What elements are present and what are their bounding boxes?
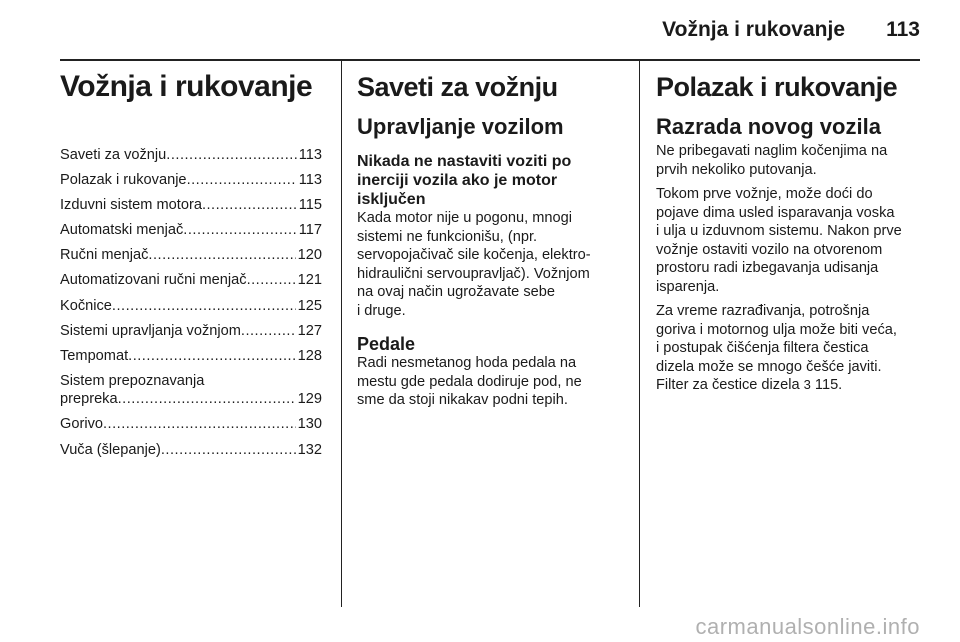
toc-leader	[112, 297, 296, 316]
toc-leader	[118, 390, 296, 409]
toc-page: 117	[298, 222, 322, 239]
toc-leader	[128, 347, 296, 366]
toc-label-line1: Sistem prepoznavanja	[60, 372, 205, 389]
toc-page: 113	[298, 147, 322, 163]
toc-page: 132	[297, 441, 322, 458]
toc-label: Automatizovani ručni menjač	[60, 272, 247, 289]
chapter-toc	[60, 146, 322, 459]
toc-entry[interactable]	[60, 415, 322, 434]
toc-entry[interactable]	[60, 322, 322, 341]
running-header-title: Vožnja i rukovanje	[662, 18, 845, 41]
toc-page: 121	[297, 272, 322, 289]
toc-entry[interactable]	[60, 196, 322, 215]
toc-leader	[202, 196, 297, 215]
body-paragraph: Za vreme razrađivanja, potrošnja goriva i motornog ulja može biti veća, i postupak čišćenja filtera čestica dizela može se mnogo češće javiti. Filter za čestice dizela 3 115.	[656, 303, 897, 393]
toc-label: Polazak i rukovanje	[60, 172, 187, 189]
toc-page: 129	[297, 391, 322, 408]
toc-leader	[166, 146, 296, 165]
starting-column	[656, 68, 922, 401]
toc-entry[interactable]	[60, 221, 322, 240]
toc-page: 113	[298, 172, 322, 189]
toc-leader	[148, 246, 295, 265]
toc-entry[interactable]	[60, 441, 322, 460]
toc-page: 127	[297, 322, 322, 339]
toc-label: Ručni menjač	[60, 247, 149, 264]
toc-label: Vuča (šlepanje)	[60, 441, 161, 458]
warning-heading: Nikada ne nastaviti voziti po inerciji vozila ako je motor isključen	[357, 153, 572, 208]
toc-page: 125	[297, 297, 322, 314]
toc-label: Sistemi upravljanja vožnjom	[60, 322, 241, 339]
toc-entry[interactable]	[60, 297, 322, 316]
toc-entry[interactable]	[60, 171, 322, 190]
toc-label: Tempomat	[60, 347, 129, 364]
toc-entry[interactable]	[60, 146, 322, 165]
toc-label: Gorivo	[60, 416, 103, 433]
toc-entry[interactable]	[60, 271, 322, 290]
toc-label: Saveti za vožnju	[60, 147, 167, 163]
page-number: 113	[886, 18, 920, 41]
body-paragraph: Tokom prve vožnje, može doći do pojave dima usled isparavanja voska i ulja u izduvnom sistemu. Nakon prve vožnje ostaviti vozilo na otvorenom prostoru radi izbegavanja udisanja isparenja.	[656, 186, 902, 295]
header-rule	[60, 59, 920, 61]
toc-page: 128	[297, 347, 322, 364]
toc-page: 120	[297, 247, 322, 264]
page-reference[interactable]: 115.	[814, 377, 843, 393]
chapter-title: Vožnja i rukovanje	[60, 70, 313, 103]
column-divider-2	[639, 61, 640, 607]
column-divider-1	[341, 61, 342, 607]
toc-page: 130	[297, 416, 322, 433]
toc-page: 115	[298, 197, 322, 214]
toc-entry[interactable]	[60, 246, 322, 265]
body-paragraph: Kada motor nije u pogonu, mnogi sistemi ne funkcionišu, (npr. servopojačivač sile kočenja, elektro- hidraulični servoupravljač). Vožnjom na ovaj način ugrožavate sebe i druge.	[357, 210, 591, 319]
toc-label: Izduvni sistem motora	[60, 197, 202, 214]
section-title: Saveti za vožnju	[357, 72, 558, 102]
pedals-heading: Pedale	[357, 334, 416, 354]
toc-entry[interactable]	[60, 372, 322, 409]
toc-label: Automatski menjač	[60, 222, 184, 239]
toc-leader	[183, 221, 296, 240]
page-reference-icon: 3	[803, 377, 811, 392]
section-subtitle: Upravljanje vozilom	[357, 114, 564, 139]
chapter-contents-column	[60, 68, 322, 466]
driving-tips-column	[357, 68, 622, 416]
toc-label: Kočnice	[60, 297, 112, 314]
watermark: carmanualsonline.info	[695, 614, 920, 639]
toc-leader	[103, 415, 296, 434]
toc-entry[interactable]	[60, 347, 322, 366]
toc-leader	[247, 271, 296, 290]
section-title: Polazak i rukovanje	[656, 72, 898, 102]
toc-label-line2: prepreka	[60, 391, 118, 408]
toc-leader	[241, 322, 296, 341]
toc-leader	[187, 171, 297, 190]
body-paragraph: Radi nesmetanog hoda pedala na mestu gde pedala dodiruje pod, ne sme da stoji nikakav podni tepih.	[357, 355, 582, 408]
body-paragraph: Ne pribegavati naglim kočenjima na prvih nekoliko putovanja.	[656, 143, 888, 178]
toc-leader	[161, 441, 296, 460]
section-subtitle: Razrada novog vozila	[656, 114, 881, 139]
